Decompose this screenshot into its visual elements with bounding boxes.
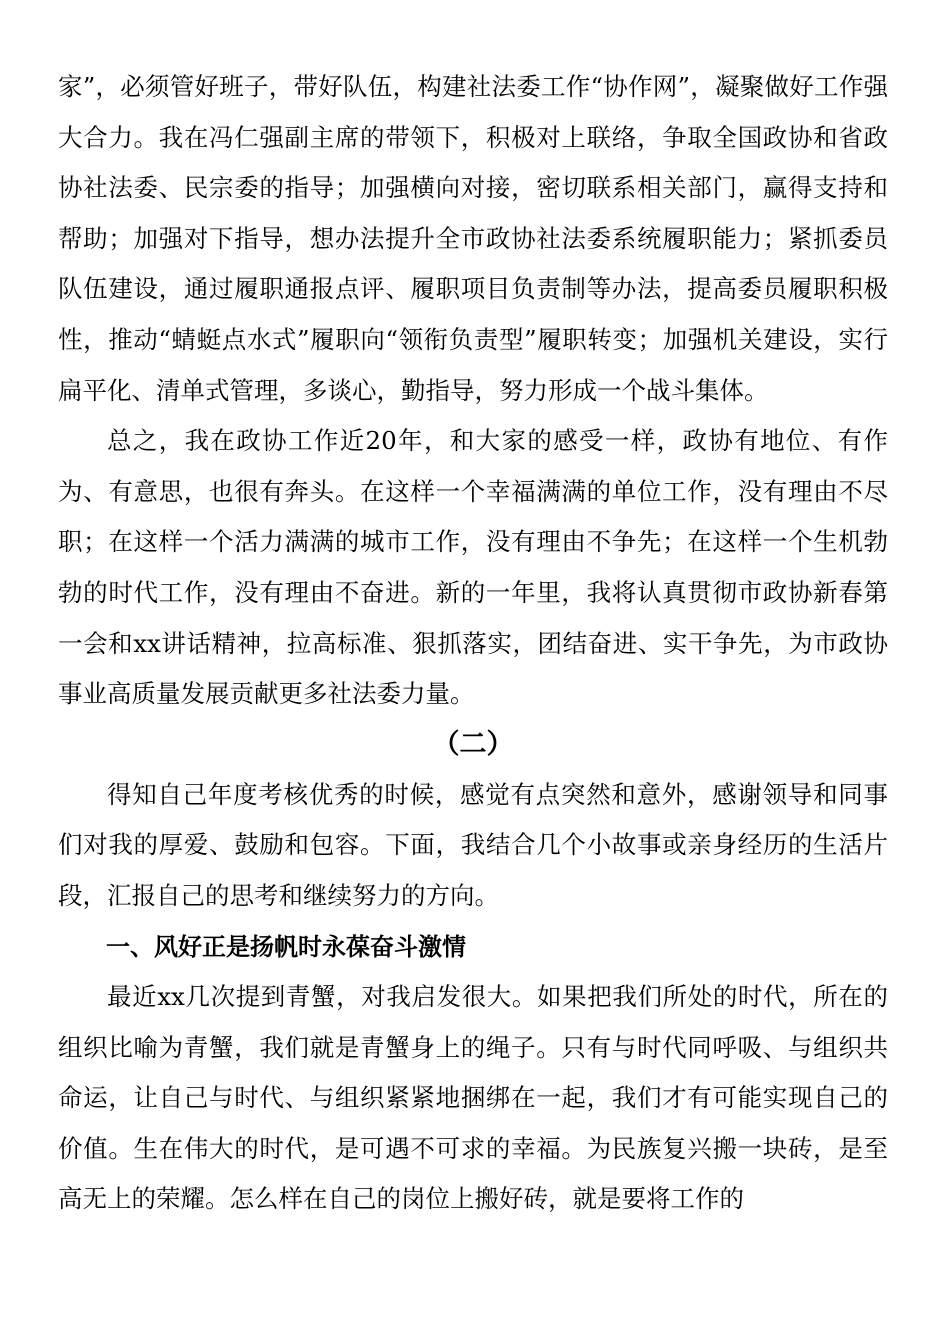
section-title: （二） — [432, 728, 514, 760]
subheading-1: 一、风好正是扬帆时永葆奋斗激情 — [106, 932, 466, 961]
document-page — [58, 62, 888, 1225]
paragraph-summary: 总之，我在政协工作近20年，和大家的感受一样，政协有地位、有作为、有意思，也很有奔头。在这样一个幸福满满的单位工作，没有理由不尽职；在这样一个活力满满的城市工作，没有理由不争先；在这样一个生机勃勃的时代工作，没有理由不奋进。新的一年里，我将认真贯彻市政协新春第一会和xx讲话精神，拉高标准、狠抓落实，团结奋进、实干争先，为市政协事业高质量发展贡献更多社法委力量。 — [58, 426, 888, 709]
paragraph-body: 最近xx几次提到青蟹，对我启发很大。如果把我们所处的时代，所在的组织比喻为青蟹，我们就是青蟹身上的绳子。只有与时代同呼吸、与组织共命运，让自己与时代、与组织紧紧地捆绑在一起，我们才有可能实现自己的价值。生在伟大的时代，是可遇不可求的幸福。为民族复兴搬一块砖，是至高无上的荣耀。怎么样在自己的岗位上搬好砖，就是要将工作的 — [58, 982, 888, 1214]
paragraph-intro: 得知自己年度考核优秀的时候，感觉有点突然和意外，感谢领导和同事们对我的厚爱、鼓励和包容。下面，我结合几个小故事或亲身经历的生活片段，汇报自己的思考和继续努力的方向。 — [58, 779, 888, 910]
paragraph-continuation: 家”，必须管好班子，带好队伍，构建社法委工作“协作网”，凝聚做好工作强大合力。我在冯仁强副主席的带领下，积极对上联络，争取全国政协和省政协社法委、民宗委的指导；加强横向对接，密切联系相关部门，赢得支持和帮助；加强对下指导，想办法提升全市政协社法委系统履职能力；紧抓委员队伍建设，通过履职通报点评、履职项目负责制等办法，提高委员履职积极性，推动“蜻蜓点水式”履职向“领衔负责型”履职转变；加强机关建设，实行扁平化、清单式管理，多谈心，勤指导，努力形成一个战斗集体。 — [58, 72, 888, 405]
